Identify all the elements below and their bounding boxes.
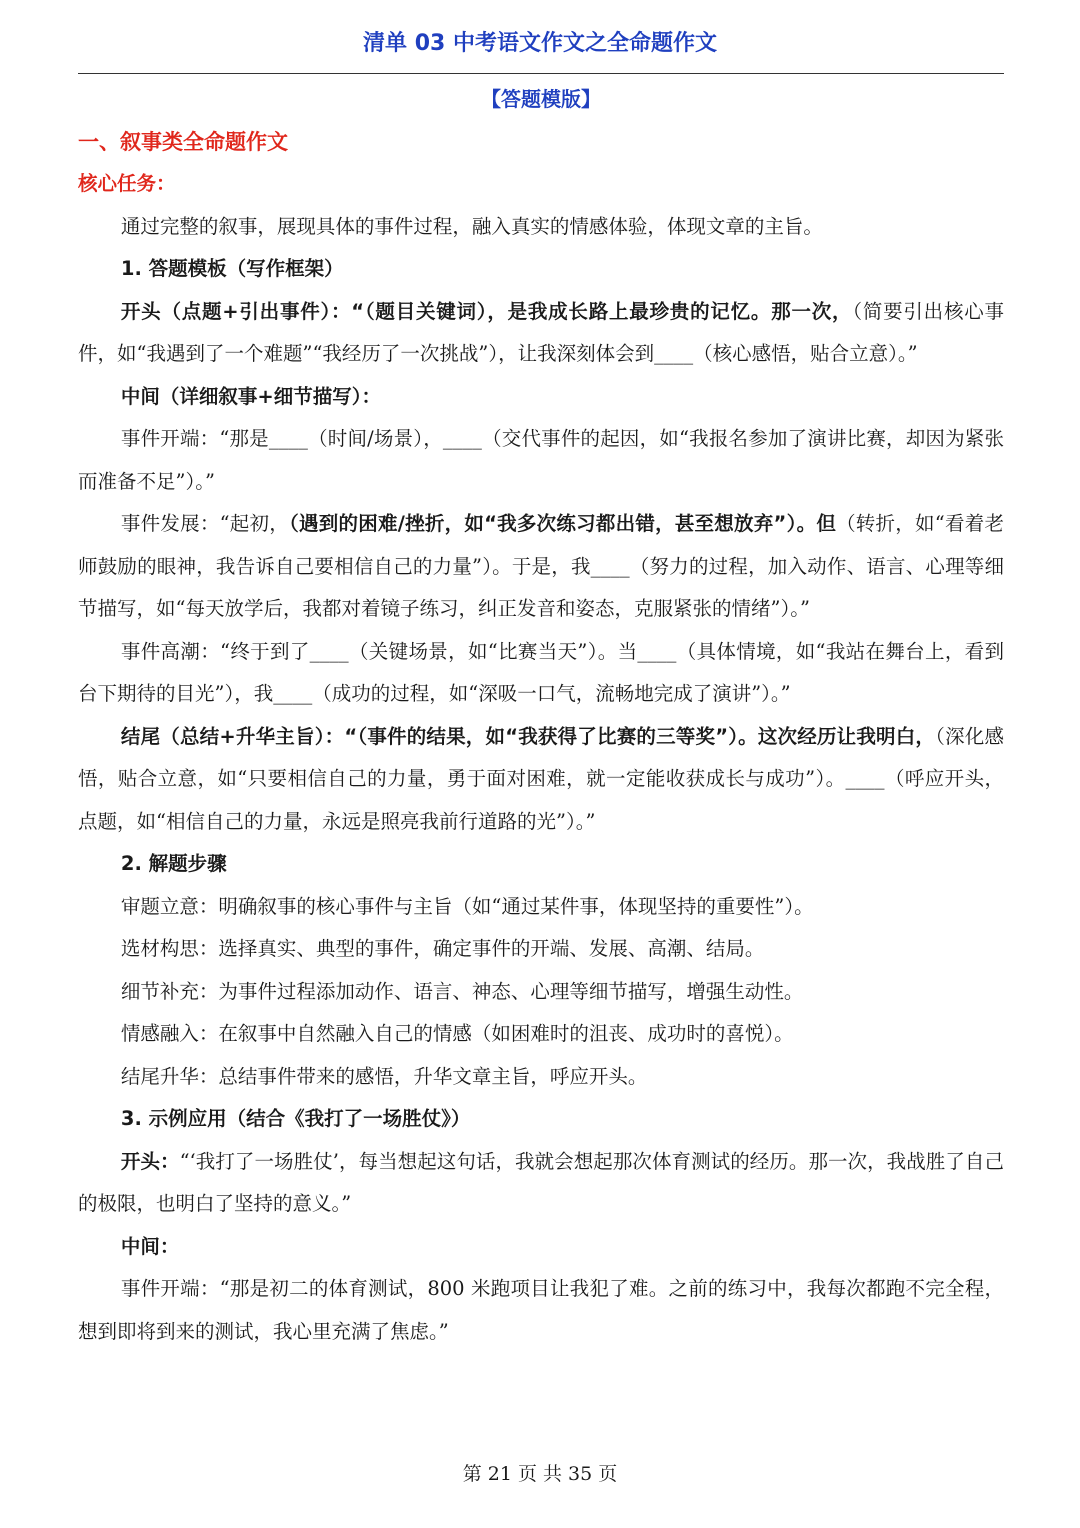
subheading-template: 1. 答题模板（写作框架） (120, 257, 344, 280)
page-number: 第 21 页 共 35 页 (462, 1463, 618, 1485)
event-dev-bold: （遇到的困难/挫折，如“我多次练习都出错，甚至想放弃”）。但 (289, 512, 837, 535)
step-item: 细节补充：为事件过程添加动作、语言、神态、心理等细节描写，增强生动性。 (120, 979, 804, 1003)
page-title: 清单 03 中考语文作文之全命题作文 (363, 31, 717, 56)
core-task-label: 核心任务： (78, 172, 176, 195)
example-opening-label: 开头： (120, 1149, 180, 1173)
ending-paragraph (78, 716, 1004, 844)
step-item: 审题立意：明确叙事的核心事件与主旨（如“通过某件事，体现坚持的重要性”）。 (120, 894, 814, 918)
opening-rest: （简要引出核心事件，如“我遇到了一个难题”“我经历了一次挑战”），让我深刻体会到____（核心感悟，贴合立意）。” (78, 299, 1004, 365)
step-item: 结尾升华：总结事件带来的感悟，升华文章主旨，呼应开头。 (120, 1064, 648, 1088)
template-heading: 【答题模版】 (481, 87, 601, 111)
section-heading: 一、叙事类全命题作文 (78, 129, 288, 154)
opening-bold: 开头（点题+引出事件）：“（题目关键词），是我成长路上最珍贵的记忆。那一次， (120, 299, 853, 323)
example-middle-label: 中间： (120, 1234, 180, 1258)
event-dev-b: （转折，如“看着老师鼓励的眼神，我告诉自己要相信自己的力量”）。于是，我____（努力的过程，加入动作、语言、心理等细节描写，如“每天放学后，我都对着镜子练习，纠正发音和姿态，克服紧张的情绪”）。” (78, 512, 1004, 620)
ending-rest: （深化感悟，贴合立意，如“只要相信自己的力量，勇于面对困难，就一定能收获成长与成功”）。____（呼应开头，点题，如“相信自己的力量，永远是照亮我前行道路的光”）。” (78, 724, 1004, 833)
event-development-paragraph (78, 503, 1004, 631)
core-task-text: 通过完整的叙事，展现具体的事件过程，融入真实的情感体验，体现文章的主旨。 (120, 214, 823, 238)
ending-bold: 结尾（总结+升华主旨）：“（事件的结果，如“我获得了比赛的三等奖”）。这次经历让我明白， (120, 724, 936, 748)
middle-label: 中间（详细叙事+细节描写）： (120, 384, 381, 408)
climax-paragraph: 事件高潮：“终于到了____（关键场景，如“比赛当天”）。当____（具体情境，如“我站在舞台上，看到台下期待的目光”），我____（成功的过程，如“深吸一口气，流畅地完成了演讲”）。” (78, 639, 1004, 705)
header-divider (78, 73, 1004, 74)
subheading-example: 3. 示例应用（结合《我打了一场胜仗》） (120, 1107, 471, 1130)
step-item: 选材构思：选择真实、典型的事件，确定事件的开端、发展、高潮、结局。 (120, 937, 765, 960)
example-opening-text: “‘我打了一场胜仗’，每当想起这句话，我就会想起那次体育测试的经历。那一次，我战胜了自己的极限，也明白了坚持的意义。” (78, 1149, 1004, 1215)
document-body (78, 78, 1004, 1353)
step-item: 情感融入：在叙事中自然融入自己的情感（如困难时的沮丧、成功时的喜悦）。 (120, 1022, 794, 1045)
opening-paragraph (78, 291, 1004, 376)
example-event-start: 事件开端：“那是初二的体育测试，800 米跑项目让我犯了难。之前的练习中，我每次都跑不完全程，想到即将到来的测试，我心里充满了焦虑。” (78, 1277, 1004, 1343)
subheading-steps: 2. 解题步骤 (120, 852, 227, 875)
example-opening-paragraph (78, 1141, 1004, 1226)
event-dev-a: 事件发展：“起初， (120, 512, 290, 535)
event-start-paragraph: 事件开端：“那是____（时间/场景），____（交代事件的起因，如“我报名参加了演讲比赛，却因为紧张而准备不足”）。” (78, 427, 1004, 493)
